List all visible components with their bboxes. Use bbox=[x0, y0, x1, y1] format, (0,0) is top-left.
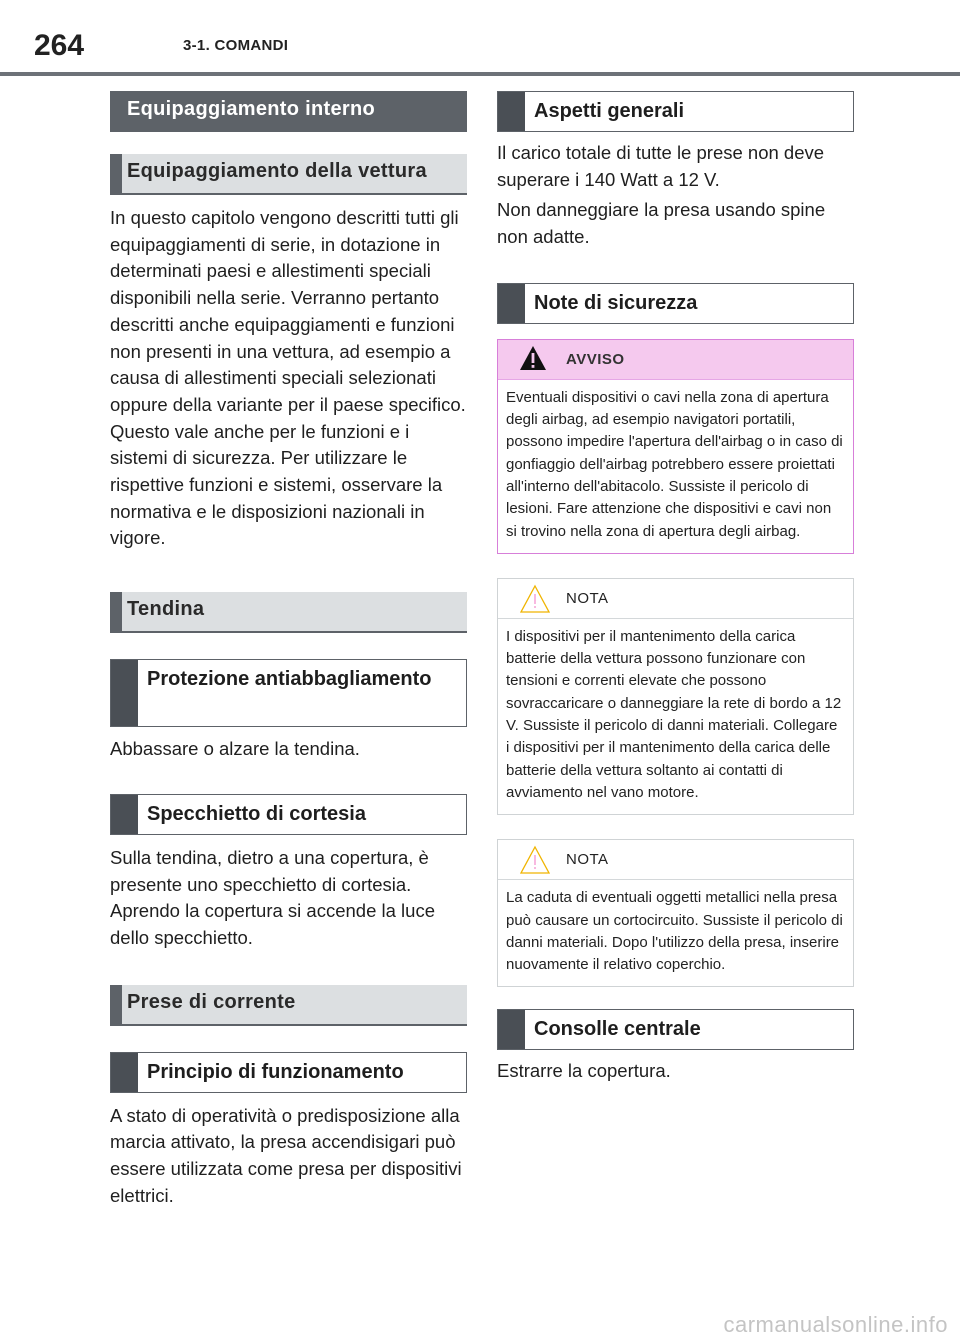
warning-box bbox=[497, 339, 854, 554]
note-header bbox=[498, 579, 853, 619]
note-box-mantenimento bbox=[497, 578, 854, 815]
page-header bbox=[0, 0, 960, 76]
caution-triangle-icon bbox=[519, 845, 551, 875]
caution-triangle-icon bbox=[519, 584, 551, 614]
note-header bbox=[498, 840, 853, 880]
paragraph-principio: A stato di operatività o predisposizione alla marcia attivato, la presa accendisigari può essere utilizzata come presa per dispositivi elettrici. bbox=[110, 1104, 462, 1206]
left-column bbox=[110, 91, 467, 1209]
page-number: 264 bbox=[34, 29, 85, 62]
warning-triangle-icon bbox=[519, 345, 547, 371]
watermark: carmanualsonline.info bbox=[723, 1312, 948, 1337]
warning-header bbox=[498, 340, 853, 380]
subheading-protezione-antiabbagliamento: Protezione antiabbagliamento bbox=[110, 659, 467, 727]
paragraph-tendina: Abbassare o alzare la tendina. bbox=[110, 738, 360, 760]
paragraph-carico-totale: Il carico totale di tutte le prese non deve superare i 140 Watt a 12 V. bbox=[497, 142, 825, 190]
subheading-aspetti-generali: Aspetti generali bbox=[497, 91, 854, 132]
subheading-principio-funzionamento: Principio di funzionamento bbox=[110, 1052, 467, 1093]
section-heading-equipaggiamento-interno: Equipaggiamento interno bbox=[110, 91, 467, 132]
subheading-specchietto-cortesia: Specchietto di cortesia bbox=[110, 794, 467, 835]
chapter-title: 3-1. COMANDI bbox=[183, 37, 289, 54]
warning-text: Eventuali dispositivi o cavi nella zona di apertura degli airbag, ad esempio navigatori portatili, possono impedire l'apertura dell'airbag o in caso di gonfiaggio dell'airbag potrebbero essere proiettati all'interno dell'abitacolo. Sussiste il pericolo di lesioni. Fare attenzione che dispositivi e cavi non si trovino nella zona di apertura degli airbag. bbox=[506, 388, 843, 540]
note-text: La caduta di eventuali oggetti metallici nella presa può causare un cortocircuito. Sussiste il pericolo di danni materiali. Dopo l'utilizzo della presa, inserire nuovamente il relativo coperchio. bbox=[506, 889, 843, 974]
section-heading-equipaggiamento-vettura: Equipaggiamento della vettura bbox=[110, 154, 467, 195]
note-text: I dispositivi per il mantenimento della carica batterie della vettura possono funzionare con tensioni e correnti elevate che possono sovraccaricare o danneggiare la rete di bordo a 12 V. Sussiste il pericolo di danni materiali. Collegare i dispositivi per il mantenimento della carica delle batterie della vettura soltanto ai contatti di avviamento nel vano motore. bbox=[506, 627, 842, 801]
paragraph-consolle: Estrarre la copertura. bbox=[497, 1060, 671, 1082]
paragraph-specchietto: Sulla tendina, dietro a una copertura, è presente uno specchietto di cortesia. Aprendo la copertura si accende la luce dello specchietto. bbox=[110, 846, 435, 948]
paragraph-equipaggiamento: In questo capitolo vengono descritti tutti gli equipaggiamenti di serie, in dotazione in determinati paesi e allestimenti speciali disponibili nella serie. Verranno pertanto descritti anche equipaggiamenti e funzioni non presenti in una vettura, ad esempio a causa di allestimenti speciali selezionati oppure della variante per il paese specifico. Questo vale anche per le funzioni e i sistemi di sicurezza. Per utilizzare le rispettive funzioni e sistemi, osservare la normativa e le disposizioni nazionali in vigore. bbox=[110, 207, 466, 549]
right-column bbox=[497, 91, 854, 1085]
note-label: NOTA bbox=[566, 589, 609, 607]
section-heading-tendina: Tendina bbox=[110, 592, 467, 633]
note-label: NOTA bbox=[566, 851, 609, 869]
section-heading-prese-corrente: Prese di corrente bbox=[110, 985, 467, 1026]
subheading-consolle-centrale: Consolle centrale bbox=[497, 1009, 854, 1050]
note-box-cortocircuito bbox=[497, 839, 854, 987]
subheading-note-sicurezza: Note di sicurezza bbox=[497, 283, 854, 324]
header-divider bbox=[0, 72, 960, 76]
paragraph-presa: Non danneggiare la presa usando spine non adatte. bbox=[497, 199, 826, 248]
warning-label: AVVISO bbox=[566, 350, 625, 368]
